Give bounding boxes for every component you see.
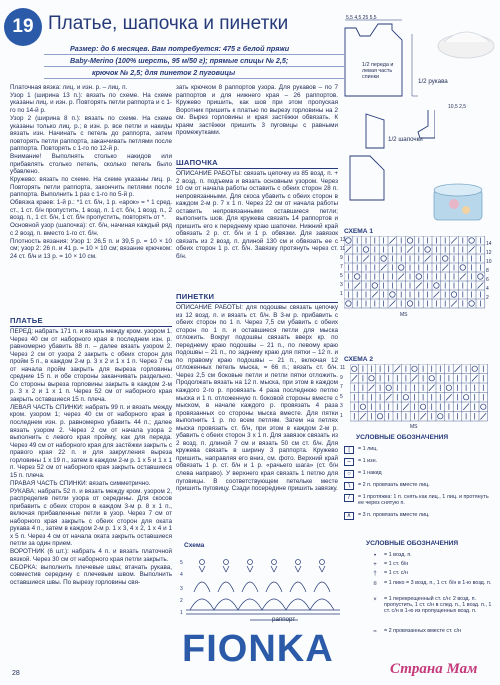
dc2tog-symbol-icon: ≈ [373, 628, 377, 635]
yarn-over-mark [369, 376, 374, 381]
half-sleeve-label: 1/2 рукава [418, 78, 448, 85]
heading-underline [10, 326, 172, 327]
yarn-over-mark [434, 283, 440, 289]
hook-line: крючок № 2,5; для пинеток 2 пуговицы [92, 68, 236, 77]
decrease-mark [398, 274, 404, 280]
knit-symbol-icon: | [344, 446, 354, 454]
row-label: 11 [340, 365, 346, 371]
scheme-heading: Схема [184, 542, 205, 549]
skp-symbol-icon: / [344, 494, 354, 502]
legend2-item: • = 1 возд. п. [370, 552, 496, 560]
picot-symbol-icon: ¤ [373, 580, 377, 587]
legend2-item: × = 1 перекрещенный ст. с/н: 2 возд. п. пропустить, 1 ст. с/н в след. п., 1 возд. п., 1 ст. с/н в 1-ю из пропущенных возд. п. [370, 596, 496, 615]
half-hat-label: 1/2 шапочки [388, 136, 423, 143]
row-label: 1 [340, 412, 343, 419]
decrease-mark [354, 283, 360, 289]
hat-heading: ШАПОЧКА [176, 158, 218, 167]
heading-underline [176, 302, 338, 303]
pattern-number-badge: 19 [4, 8, 42, 46]
rapport-label: раппорт [272, 616, 296, 623]
row-label: 3 [340, 282, 343, 288]
scheme2-row-labels [340, 364, 348, 421]
legend2-item: † = 1 ст. с/н [370, 570, 496, 578]
yarn-over-mark [377, 414, 382, 419]
yarn-over-mark [403, 395, 408, 400]
row-label: 7 [340, 264, 343, 270]
plain-knit-text: Платочная вязка: лиц. и изн. р. – лиц. п. [10, 84, 128, 91]
decrease-mark [480, 413, 486, 419]
k3tog-symbol-icon: ∧ [344, 512, 354, 520]
dress-heading: ПЛАТЬЕ [10, 316, 43, 325]
legend2-item: ≈ = 2 провязанных вместе ст. с/н [370, 628, 496, 636]
row-label: 3 [340, 403, 343, 409]
yarn-over-mark [446, 385, 451, 390]
scheme2-title: СХЕМА 2 [344, 356, 374, 363]
yarn-over-mark [460, 265, 466, 271]
page-number: 28 [12, 670, 20, 677]
yarn-over-mark [469, 238, 475, 244]
k2tog-symbol-icon: ∖ [344, 482, 354, 490]
pattern1-text: Узор 1 (ширина 13 п.): вязать по схеме. На схеме указаны лиц. и изн. р. Повторять петли раппорта и с 1-го по 14-й р. [10, 91, 172, 115]
svg-text:2: 2 [180, 598, 183, 604]
decrease-mark [372, 292, 378, 298]
scheme1-right-labels [486, 240, 496, 303]
decrease-mark [407, 247, 413, 253]
booties-text: ОПИСАНИЕ РАБОТЫ: для подошвы связать цепочку из 12 возд. п. и вязать ст. б/н. В 3-м р. прибавить с обеих сторон по 1 п. Через 7,5 см убавить с обеих сторон по 1 п. и оставшиеся петли для мыска отложить. Вокруг подошвы связать вверх кр. по переднему краю подошвы – 21 п., по левому краю подошвы – 21 п., по заднему краю для пятки – 12 п. и по правому краю подошвы – 21 п., включая 12 отложенных петель мыска, = 66 п.; вязать ст. б/н. Через 2,5 см боковые петли и петли пятки отложить. Продолжать вязать на 12 п. мыска, при этом в каждом каждого 2-го р. провязать 4 раза последнюю петлю мыска и 1 п. отложенную п. боковой стороны вместе с мыском, в начале каждого р. провязать 4 раза провязанных со стороны мыска вместе. Для пятки выполнить 1 р. по всем петлям. Затем на петлях мыска провязать ст. б/н, при этом в каждом 2-м р. убавить с обеих сторон 3 х 1 п. Для завязок связать из 2 возд. п. длиной 7 см и вязать 50 см ст. б/н. Для кружева связать в ширину 3 раппорта. Кружево пришить, направляя его вниз, см. фото. Верхний край обвязать 1 р. ст. б/н и 1 р. «рачьего шага» (ст. б/н слева направо). У верхнего края связать 1 петлю для пуговицы. В соответствующем петельке месте пришить пуговицу. Сзади посередине пришить завязку. [176, 304, 338, 493]
left-back-text: ЛЕВАЯ ЧАСТЬ СПИНКИ: набрать 99 п. и вязать между кром. узором 1; через 40 см от наборного края в последнем изн. р. равномерно убавить 44 п.; далее вязать узором 2. Через 2 см от начала узора 2 выполнить с левого края пройму, как для переда. Через 49 см от наборного края для застёжки закрыть с правого края 22 п. и для закругления выреза горловины 1 х 19 п., затем в каждом 2-м р. 1 х 5 и 1 х 1 п. Через 52 см от наборного края закрыть оставшиеся 15 п. плеча. [10, 403, 172, 479]
decrease-mark [425, 256, 431, 262]
row-label: 13 [340, 237, 346, 243]
main-pattern-text: Основной узор (шапочка): ст. б/н, начиная каждый ряд с 2 возд. п. вместо 1-го ст. б/н. [10, 222, 172, 237]
decrease-mark [451, 301, 457, 307]
decrease-mark [463, 404, 469, 410]
row-label: 5 [340, 273, 343, 279]
front-width-numbers: 5,5 4,5 25 5,5 [346, 15, 377, 21]
assembly-continued: зать крючком 8 раппортов узора. Для рукавов – по 7 раппортов и для нижнего края – 26 раппортов. Кружево пришить, как шов при этом пропуская Воротник пришить к платью по вырезу горловины на 2 см. Вырез горловины и края застёжки обвязать. К краям застёжки пришить 3 пуговицы с равными промежутками. [176, 84, 338, 137]
yarn-over-mark [407, 238, 413, 244]
scheme1-title: СХЕМА 1 [344, 228, 374, 235]
yarn-over-mark [372, 283, 378, 289]
decrease-mark [360, 413, 366, 419]
page-title: Платье, шапочка и пинетки [48, 13, 289, 34]
yarn-over-mark [416, 274, 422, 280]
decrease-mark [381, 265, 387, 271]
heading-underline [176, 168, 338, 169]
edging-text: Обвязка краев: 1-й р.: *1 ст. б/н, 1 р. «арок» = * 1 сред. ст., 1 ст. б/н пропустить, 1 возд. п. 1 ст. б/н, 1 возд. п., 2 возд. п., 1 ст. б/н, 1 ст. б/н пропустить, повторять от *. [10, 199, 172, 222]
svg-text:4: 4 [180, 572, 183, 578]
decrease-mark [477, 283, 483, 289]
lace-text: Кружево: вязать по схеме. На схеме указаны лиц. р. Повторять петли раппорта, закончить петлями после раппорта. Выполнить 1 раз с 1-го по 5-й р. [10, 176, 172, 199]
sleeves-text: РУКАВА: набрать 52 п. и вязать между кром. узором 2, распределив петли узора от середины. Для скосов прибавить с обеих сторон в каждом 3-м р. 8 х 1 п., включая прибавленные петли в узор. Через 7 см от наборного края закрыть с обеих сторон для оката рукава 4 п., затем в каждом 2-м р. 1 х 3, 4 х 2, 1 х 4 и 1 х 5 п. Через 4 см от начала оката закрыть оставшиеся петли за один прием. [10, 487, 172, 548]
decrease-mark [446, 394, 452, 400]
yarn-over-mark [420, 404, 425, 409]
row-label: 10 [486, 259, 492, 265]
yarn-over-mark [363, 247, 369, 253]
right-back-text: ПРАВАЯ ЧАСТЬ СПИНКИ: вязать симметрично. [10, 479, 151, 487]
divider [44, 78, 344, 79]
row-label: 6 [486, 277, 489, 283]
front-text: ПЕРЕД: набрать 171 п. и вязать между кром. узором 1. Через 40 см от наборного края в последнем изн. р. равномерно убавить 88 п. – далее вязать узором 2. Через 2 см от узора 2 закрыть с обеих сторон для пройм 5 п., в каждом 2-м р. 3 х 2 и 1 х 1 п. Через 7 см от начала пройм закрыть для выреза горловины средние 15 п. и обе стороны заканчивать раздельно. Со стороны выреза горловины закрыть в каждом 2-м р. 3 х 2 и 1 х 1 п. Через 52 см от наборного края закрыть оставшиеся 15 п. плеча. [10, 328, 172, 403]
yarn-over-mark [390, 292, 396, 298]
yarn-over-mark [438, 414, 443, 419]
decrease-mark [403, 404, 409, 410]
yarn-over-mark [472, 366, 477, 371]
row-label: 9 [340, 255, 343, 261]
row-label: 11 [340, 246, 346, 252]
yarn-over-symbol-icon: ○ [344, 470, 354, 478]
row-label: 1 [340, 291, 343, 297]
svg-text:5: 5 [180, 560, 183, 566]
legend2-item: + = 1 ст. б/н [370, 561, 496, 569]
decrease-mark [351, 375, 357, 381]
sleeve-numbers: 10,5 2,5 [448, 104, 467, 110]
decrease-mark [363, 256, 369, 262]
attention-text: Внимание! Выполнять столько накидов или прибавлять столько петель, сколько петель было убавлено. [10, 153, 172, 176]
legend1-item: – = 1 изн. [344, 458, 494, 466]
legend1-title: УСЛОВНЫЕ ОБОЗНАЧЕНИЯ [356, 434, 449, 441]
svg-text:1: 1 [180, 610, 183, 616]
row-label: 12 [486, 250, 492, 256]
legend2-title: УСЛОВНЫЕ ОБОЗНАЧЕНИЯ [366, 540, 459, 547]
decrease-mark [433, 292, 439, 298]
yarn-over-mark [481, 404, 486, 409]
purl-symbol-icon: – [344, 458, 354, 466]
row-label: 8 [486, 268, 489, 274]
row-label: 5 [340, 393, 343, 400]
collar-text: ВОРОТНИК (6 шт.): набрать 4 п. и вязать платочной вязкой. Через 30 см от наборного края петли закрыть. [10, 548, 172, 563]
yarn-over-mark [469, 301, 475, 307]
yarn-line: Baby-Merino (100% шерсть, 95 м/50 г); прямые спицы № 2,5; [70, 56, 289, 65]
yarn-over-mark [360, 404, 365, 409]
chain-symbol-icon: • [373, 552, 377, 559]
yarn-over-mark [352, 366, 357, 371]
assembly-text: СБОРКА: выполнить плечевые швы; втачать рукава, совместив середину с плечевым швом. Выполнить оставшиеся швы. По вырезу горловины свя- [10, 563, 172, 586]
intro-column [10, 84, 172, 261]
hat-photo [436, 20, 498, 60]
svg-text:3: 3 [180, 586, 183, 592]
hat-text: ОПИСАНИЕ РАБОТЫ: связать цепочку из 85 возд. п. + 2 возд. п. подъема и вязать основным узором. Через 10 см от начала работы оставить с обеих сторон 28 п. непровязанными. Для скоса убавить с обеих сторон в каждом 2-м р. 7 х 1 п. Через 22 см от начала работы оставить непровязанными оставшиеся петли; выполнить шов. Для кружева связать 14 раппортов и пришить его к переднему краю шапочки. Нижний край обвязать 2 р. ст. б/н и 1 р. обвязки. Для завязок связать из 2 возд. п. длиной 130 см и обвязать ее с обеих сторон 1 р. ст. б/н. Завязку протянуть через ст. б/н. [176, 170, 338, 261]
double-crochet-symbol-icon: † [373, 570, 377, 577]
crossed-dc-symbol-icon: × [373, 596, 377, 603]
legend1-item: | = 1 лиц. [344, 446, 494, 454]
row-label: 4 [486, 286, 489, 292]
divider [44, 66, 344, 67]
scheme2-grid [350, 364, 490, 424]
yarn-over-mark [463, 395, 468, 400]
fionka-logo: FIONKA [182, 628, 334, 670]
scheme2-ms: MS [410, 424, 418, 430]
decrease-mark [469, 247, 475, 253]
legend1-item: ∧ = 3 п. провязать вместе лиц. [344, 512, 494, 520]
pattern-pieces-diagram [340, 14, 435, 224]
legend2-item: ¤ = 1 пико = 3 возд. п., 1 ст. б/н в 1-ю возд. п. [370, 580, 496, 588]
row-label: 7 [340, 384, 343, 390]
strana-mam-watermark: Страна Мам [390, 661, 478, 677]
yarn-box-illustration [430, 176, 486, 224]
yarn-over-mark [451, 292, 457, 298]
size-line: Размер: до 6 месяцев. Вам потребуется: 475 г белой пряжи [70, 44, 290, 53]
yarn-over-mark [429, 376, 434, 381]
yarn-over-mark [478, 274, 484, 280]
yarn-over-mark [354, 274, 360, 280]
decrease-mark [442, 265, 448, 271]
decrease-mark [451, 238, 457, 244]
legend1-item: ∖ = 2 п. провязать вместе лиц. [344, 482, 494, 490]
yarn-over-mark [381, 256, 387, 262]
row-label: 9 [340, 374, 343, 381]
decrease-mark [386, 394, 392, 400]
decrease-mark [394, 366, 400, 372]
row-label: 14 [486, 241, 492, 247]
gauge-text: Плотность вязания: Узор 1: 26,5 п. и 39,5 р. = 10 × 10 см; узор 2: 26 п. и 41 р. = 10 × 10 см; вязание крючком: 24 ст. б/н и 13 р. = 10 × 10 см. [10, 237, 172, 260]
row-label: 2 [486, 295, 489, 301]
decrease-mark [416, 283, 422, 289]
yarn-over-mark [398, 265, 404, 271]
decrease-mark [460, 274, 466, 280]
booties-heading: ПИНЕТКИ [176, 292, 215, 301]
pattern2-text: Узор 2 (ширина 8 п.): вязать по схеме. На схеме указаны только лиц. р.; в изн. р. все петли и накиды вязать изн. Начинать с петель до раппорта, затем повторять петли раппорта, заканчивать петлями после раппорта. Повторять с 1-го по 12-й р. [10, 114, 172, 153]
scheme1-row-labels [340, 236, 348, 299]
yarn-over-mark [386, 385, 391, 390]
decrease-mark [429, 385, 435, 391]
dress-column [10, 328, 172, 587]
single-crochet-symbol-icon: + [373, 561, 377, 568]
yarn-over-mark [442, 256, 448, 262]
decrease-mark [455, 366, 461, 372]
legend1-item: ○ = 1 накид [344, 470, 494, 478]
yarn-over-mark [412, 366, 417, 371]
yarn-over-mark [425, 247, 431, 253]
half-front-label: 1/2 переда и левая часть спинки [362, 62, 394, 81]
scheme1-ms: MS [400, 312, 408, 318]
decrease-mark [472, 375, 478, 381]
yarn-over-mark [346, 301, 352, 307]
divider [44, 54, 344, 55]
crochet-lace-diagram [180, 552, 348, 624]
legend1-item: / = 1 протяжка: 1 п. снять как лиц., 1 лиц. и протянуть ее через снятую п. [344, 494, 494, 506]
decrease-mark [369, 385, 375, 391]
decrease-mark [420, 413, 426, 419]
yarn-over-mark [407, 301, 413, 307]
decrease-mark [412, 375, 418, 381]
decrease-mark [389, 301, 395, 307]
scheme1-grid [344, 236, 494, 310]
decrease-mark [389, 238, 395, 244]
